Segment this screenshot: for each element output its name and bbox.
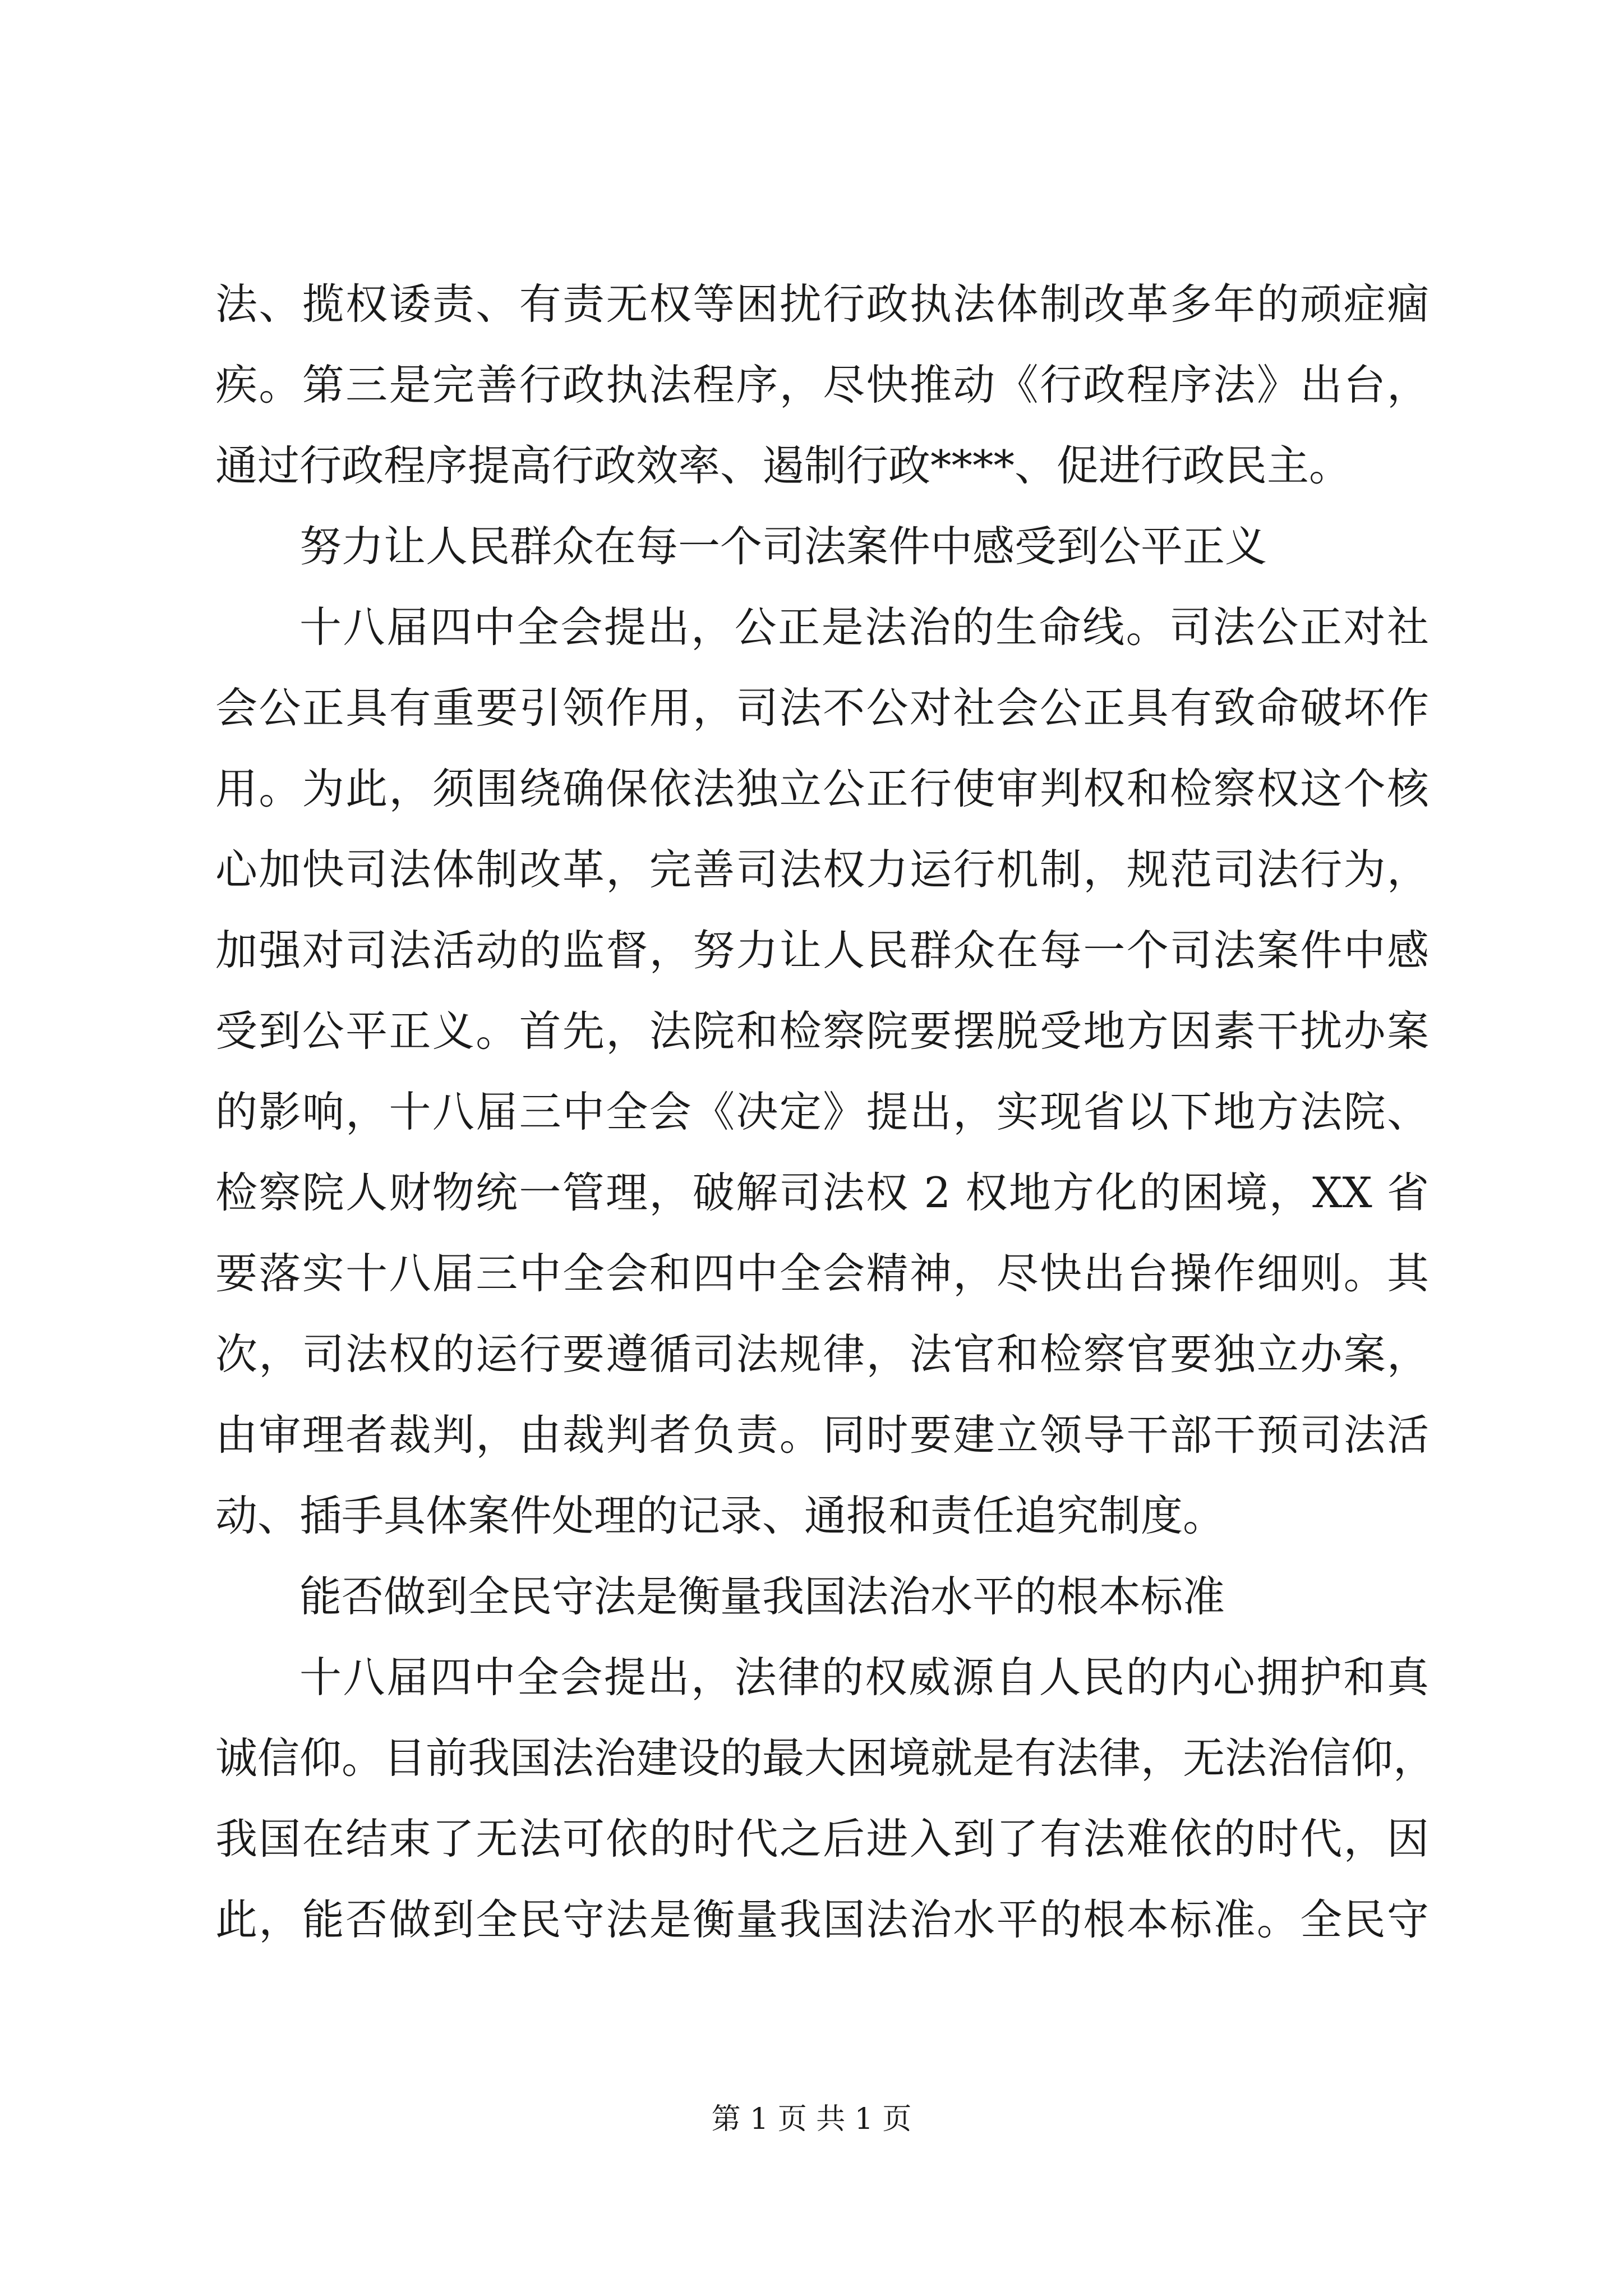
body-text-line: 用。为此，须围绕确保依法独立公正行使审判权和检察权这个核 xyxy=(215,764,1429,813)
body-text-line: 通过行政程序提高行政效率、遏制行政****、促进行政民主。 xyxy=(215,441,1352,490)
body-text-line: 加强对司法活动的监督，努力让人民群众在每一个司法案件中感 xyxy=(215,926,1429,975)
body-text-line: 由审理者裁判，由裁判者负责。同时要建立领导干部干预司法活 xyxy=(215,1410,1429,1460)
body-text-line: 受到公平正义。首先，法院和检察院要摆脱受地方因素干扰办案 xyxy=(215,1006,1429,1056)
body-text-line: 检察院人财物统一管理，破解司法权 2 权地方化的困境，XX 省 xyxy=(215,1168,1429,1217)
body-text-line: 次，司法权的运行要遵循司法规律，法官和检察官要独立办案， xyxy=(215,1329,1429,1379)
body-text-line: 十八届四中全会提出，法律的权威源自人民的内心拥护和真 xyxy=(299,1653,1429,1702)
body-text-line: 动、插手具体案件处理的记录、通报和责任追究制度。 xyxy=(215,1491,1225,1540)
body-text-line: 疾。第三是完善行政执法程序，尽快推动《行政程序法》出台， xyxy=(215,360,1429,409)
body-text-line: 心加快司法体制改革，完善司法权力运行机制，规范司法行为， xyxy=(215,845,1429,894)
body-text-line: 我国在结束了无法可依的时代之后进入到了有法难依的时代，因 xyxy=(215,1814,1429,1864)
section-heading: 能否做到全民守法是衡量我国法治水平的根本标准 xyxy=(299,1572,1225,1621)
body-text-line: 的影响，十八届三中全会《决定》提出，实现省以下地方法院、 xyxy=(215,1087,1429,1137)
body-text-line: 会公正具有重要引领作用，司法不公对社会公正具有致命破坏作 xyxy=(215,683,1429,733)
body-text-line: 十八届四中全会提出，公正是法治的生命线。司法公正对社 xyxy=(299,602,1429,652)
body-text-line: 法、揽权诿责、有责无权等困扰行政执法体制改革多年的顽症痼 xyxy=(215,279,1429,329)
body-text-line: 诚信仰。目前我国法治建设的最大困境就是有法律，无法治信仰， xyxy=(215,1733,1436,1783)
section-heading: 努力让人民群众在每一个司法案件中感受到公平正义 xyxy=(299,522,1267,571)
body-text-line: 要落实十八届三中全会和四中全会精神，尽快出台操作细则。其 xyxy=(215,1249,1429,1298)
document-body xyxy=(215,264,1436,1960)
page-footer: 第 1 页 共 1 页 xyxy=(711,2102,912,2136)
body-text-line: 此，能否做到全民守法是衡量我国法治水平的根本标准。全民守 xyxy=(215,1895,1429,1944)
